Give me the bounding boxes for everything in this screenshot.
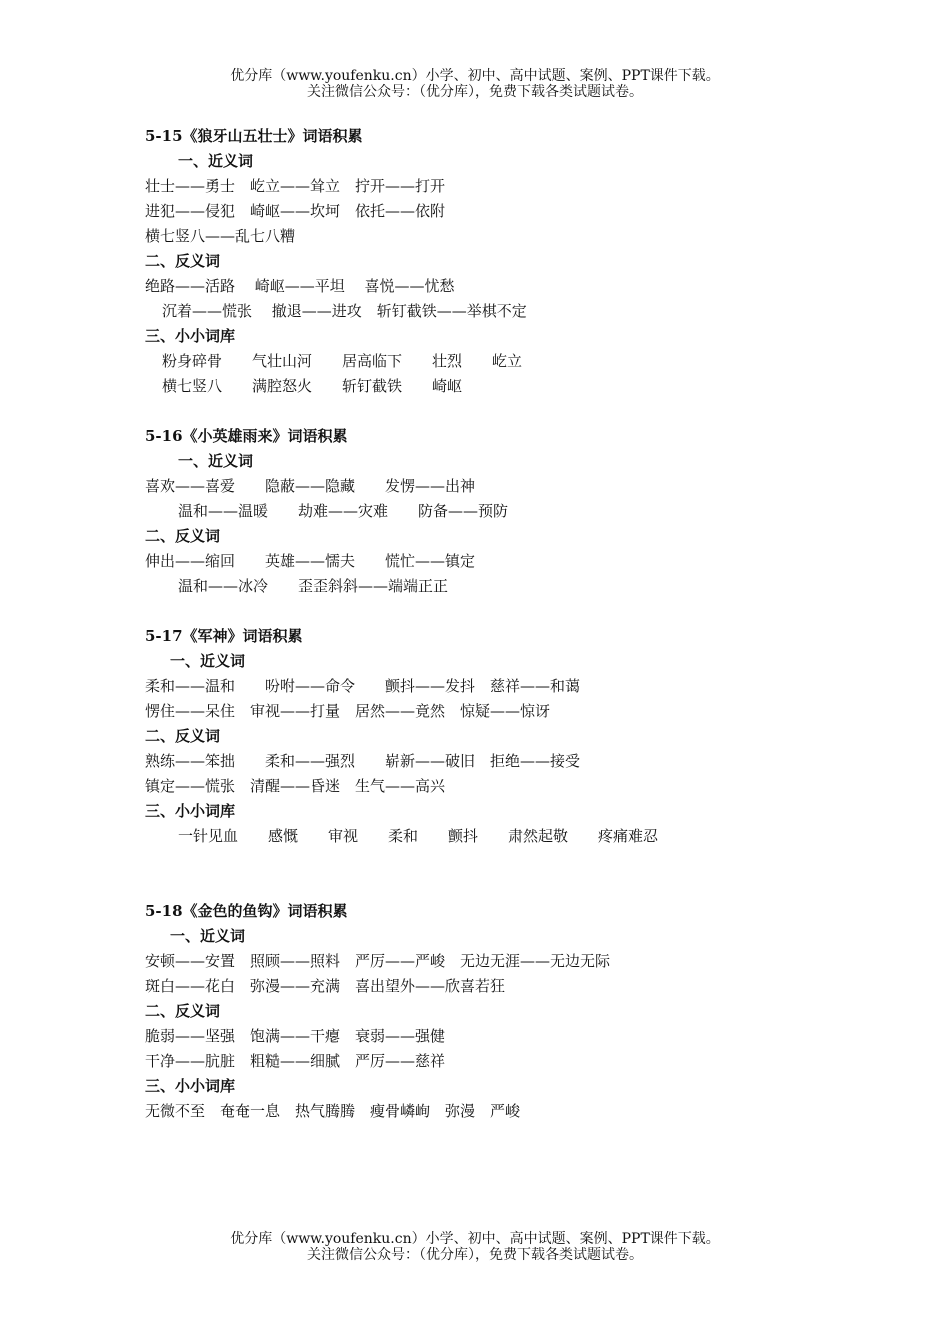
section-title: 5-17《军神》词语积累 bbox=[145, 627, 303, 645]
header-line-1: 优分库（www.youfenku.cn）小学、初中、高中试题、案例、PPT课件下载。 bbox=[230, 68, 720, 84]
section-5-18 bbox=[145, 899, 865, 1124]
heading-word-bank: 三、小小词库 bbox=[145, 1077, 236, 1095]
word-line: 干净——肮脏 粗糙——细腻 严厉——慈祥 bbox=[145, 1052, 446, 1070]
word-line: 一针见血 感慨 审视 柔和 颤抖 肃然起敬 疼痛难忍 bbox=[178, 827, 659, 845]
heading-antonyms: 二、反义词 bbox=[145, 252, 221, 270]
header-line-2: 关注微信公众号：（优分库），免费下载各类试题试卷。 bbox=[307, 84, 643, 100]
spacer bbox=[145, 599, 865, 624]
spacer bbox=[145, 399, 865, 424]
section-5-16 bbox=[145, 424, 865, 599]
heading-antonyms: 二、反义词 bbox=[145, 527, 221, 545]
word-line: 伸出——缩回 英雄——懦夫 慌忙——镇定 bbox=[145, 552, 476, 570]
word-line: 愣住——呆住 审视——打量 居然——竟然 惊疑——惊讶 bbox=[145, 702, 551, 720]
footer-line-2: 关注微信公众号：（优分库），免费下载各类试题试卷。 bbox=[307, 1247, 643, 1263]
heading-antonyms: 二、反义词 bbox=[145, 727, 221, 745]
word-line: 无微不至 奄奄一息 热气腾腾 瘦骨嶙峋 弥漫 严峻 bbox=[145, 1102, 521, 1120]
word-line: 绝路——活路 崎岖——平坦 喜悦——忧愁 bbox=[145, 277, 455, 295]
page-header bbox=[0, 68, 950, 100]
word-line: 安顿——安置 照顾——照料 严厉——严峻 无边无涯——无边无际 bbox=[145, 952, 611, 970]
heading-antonyms: 二、反义词 bbox=[145, 1002, 221, 1020]
word-line: 粉身碎骨 气壮山河 居高临下 壮烈 屹立 bbox=[162, 352, 523, 370]
section-title: 5-16《小英雄雨来》词语积累 bbox=[145, 427, 348, 445]
heading-word-bank: 三、小小词库 bbox=[145, 802, 236, 820]
word-line: 熟练——笨拙 柔和——强烈 崭新——破旧 拒绝——接受 bbox=[145, 752, 581, 770]
spacer bbox=[145, 849, 865, 899]
footer-line-1: 优分库（www.youfenku.cn）小学、初中、高中试题、案例、PPT课件下载。 bbox=[230, 1231, 720, 1247]
word-line: 进犯——侵犯 崎岖——坎坷 依托——依附 bbox=[145, 202, 446, 220]
section-5-15 bbox=[145, 124, 865, 399]
document-body bbox=[145, 124, 865, 1124]
word-line: 镇定——慌张 清醒——昏迷 生气——高兴 bbox=[145, 777, 446, 795]
word-line: 横七竖八——乱七八糟 bbox=[145, 227, 296, 245]
section-5-17 bbox=[145, 624, 865, 849]
word-line: 温和——温暖 劫难——灾难 防备——预防 bbox=[178, 502, 509, 520]
page-footer bbox=[0, 1231, 950, 1263]
word-line: 斑白——花白 弥漫——充满 喜出望外——欣喜若狂 bbox=[145, 977, 506, 995]
word-line: 横七竖八 满腔怒火 斩钉截铁 崎岖 bbox=[162, 377, 463, 395]
heading-synonyms: 一、近义词 bbox=[178, 452, 254, 470]
word-line: 温和——冰冷 歪歪斜斜——端端正正 bbox=[178, 577, 449, 595]
word-line: 柔和——温和 吩咐——命令 颤抖——发抖 慈祥——和蔼 bbox=[145, 677, 581, 695]
section-title: 5-15《狼牙山五壮士》词语积累 bbox=[145, 127, 363, 145]
heading-synonyms: 一、近义词 bbox=[170, 927, 246, 945]
section-title: 5-18《金色的鱼钩》词语积累 bbox=[145, 902, 348, 920]
word-line: 沉着——慌张 撤退——进攻 斩钉截铁——举棋不定 bbox=[162, 302, 527, 320]
word-line: 喜欢——喜爱 隐蔽——隐藏 发愣——出神 bbox=[145, 477, 476, 495]
heading-synonyms: 一、近义词 bbox=[178, 152, 254, 170]
heading-word-bank: 三、小小词库 bbox=[145, 327, 236, 345]
word-line: 脆弱——坚强 饱满——干瘪 衰弱——强健 bbox=[145, 1027, 446, 1045]
word-line: 壮士——勇士 屹立——耸立 拧开——打开 bbox=[145, 177, 446, 195]
heading-synonyms: 一、近义词 bbox=[170, 652, 246, 670]
